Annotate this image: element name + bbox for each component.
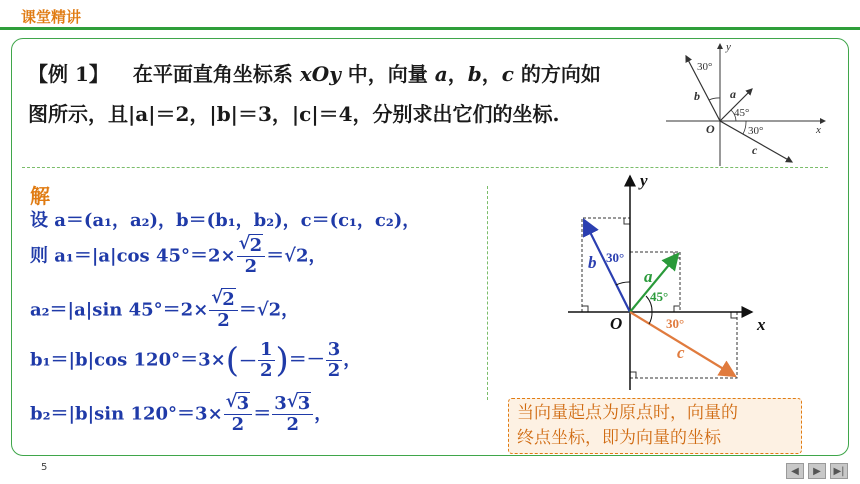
solution-line-5 <box>30 394 332 435</box>
column-divider <box>487 186 488 400</box>
arrow-left-icon: ◀ <box>791 465 799 477</box>
tip-callout <box>508 398 802 454</box>
tip-line-2: 终点坐标，即为向量的坐标 <box>517 428 721 448</box>
last-slide-button[interactable] <box>830 463 848 479</box>
small-coordinate-figure <box>660 38 840 168</box>
small-origin-label: O <box>706 122 715 136</box>
small-angle-b-label: 30° <box>697 61 713 73</box>
problem-text: 中，向量 <box>340 62 435 86</box>
small-angle-a-label: 45° <box>734 107 750 119</box>
vector-c-name: c <box>501 62 514 86</box>
fraction-sqrt2-over-2: √ $\frac{2}{2}$ <box>209 290 238 331</box>
solution-text: ＝ <box>253 403 272 425</box>
solution-text: ＝－ <box>288 349 325 371</box>
solution-line-2 <box>30 236 326 277</box>
problem-text: 在平面直角坐标系 <box>132 62 300 86</box>
vector-c-label: c <box>677 343 685 362</box>
fraction-sqrt3-over-2: √ $\frac{3}{2}$ <box>224 394 253 435</box>
solution-line-1: 设 a＝(a₁，a₂)，b＝(b₁，b₂)，c＝(c₁，c₂)， <box>30 210 421 231</box>
solution-text: 则 a₁＝|a|cos 45°＝2× <box>30 245 236 267</box>
solution-text: b₁＝|b|cos 120°＝3× <box>30 349 226 371</box>
small-vector-c-label: c <box>752 143 758 157</box>
vector-a-label: a <box>644 267 653 286</box>
solution-text: ＝√2， <box>238 299 300 321</box>
x-axis-label: x <box>757 315 766 334</box>
vector-b-name: b <box>467 62 482 86</box>
problem-line-1: 【例 1】 在平面直角坐标系 xOy 中，向量 a，b，c 的方向如 <box>28 62 601 86</box>
vector-b-label: b <box>588 253 597 272</box>
slide-nav <box>786 463 848 479</box>
header-bar <box>0 0 860 30</box>
problem-text: 的方向如 <box>513 62 601 86</box>
solution-text: b₂＝|b|sin 120°＝3× <box>30 403 223 425</box>
small-vector-a-label: a <box>730 87 736 101</box>
solution-line-3 <box>30 290 299 331</box>
next-slide-button[interactable] <box>808 463 826 479</box>
angle-a-label: 45° <box>650 289 669 304</box>
skip-end-icon: ▶| <box>833 465 845 477</box>
vector-a-name: a <box>434 62 448 86</box>
small-y-label: y <box>726 41 731 53</box>
y-axis-label: y <box>640 171 648 190</box>
small-angle-c-label: 30° <box>748 125 764 137</box>
page-number: 5 <box>41 462 48 473</box>
solution-text: ， <box>314 403 333 425</box>
section-divider <box>22 167 828 168</box>
angle-b-label: 30° <box>606 250 625 265</box>
arrow-right-icon: ▶ <box>813 465 821 477</box>
small-vector-b-label: b <box>694 89 700 103</box>
fraction-3sqrt3-over-2: $\frac{3√ 3}{2}$ <box>272 394 313 435</box>
solution-label: 解 <box>30 184 50 208</box>
origin-label: O <box>610 314 623 333</box>
tip-line-1: 当向量起点为原点时，向量的 <box>517 403 738 423</box>
header-divider <box>0 27 860 30</box>
solution-line-4: b₁＝|b|cos 120°＝3×(－ $\frac{1}{2}$ )＝－ $\frac{3}{2}$ ， <box>30 339 362 381</box>
solution-text: ＝√2， <box>266 245 327 267</box>
problem-line-2: 图所示，且|a|＝2，|b|＝3，|c|＝4，分别求出它们的坐标. <box>28 102 560 126</box>
fraction-3-over-2: $\frac{3}{2}$ <box>327 339 341 381</box>
vector-figure <box>560 170 790 392</box>
coord-system-name: xOy <box>299 62 341 86</box>
angle-c-label: 30° <box>666 316 685 331</box>
prev-slide-button[interactable] <box>786 463 804 479</box>
fraction-1-over-2: $\frac{1}{2}$ <box>259 339 273 381</box>
solution-text: a₂＝|a|sin 45°＝2× <box>30 299 209 321</box>
section-title: 课堂精讲 <box>21 8 82 26</box>
example-label: 【例 1】 <box>28 62 109 86</box>
fraction-sqrt2-over-2: √ $\frac{2}{2}$ <box>237 236 266 277</box>
problem-statement <box>28 54 648 134</box>
small-x-label: x <box>816 124 821 136</box>
solution-text: ， <box>343 349 362 371</box>
